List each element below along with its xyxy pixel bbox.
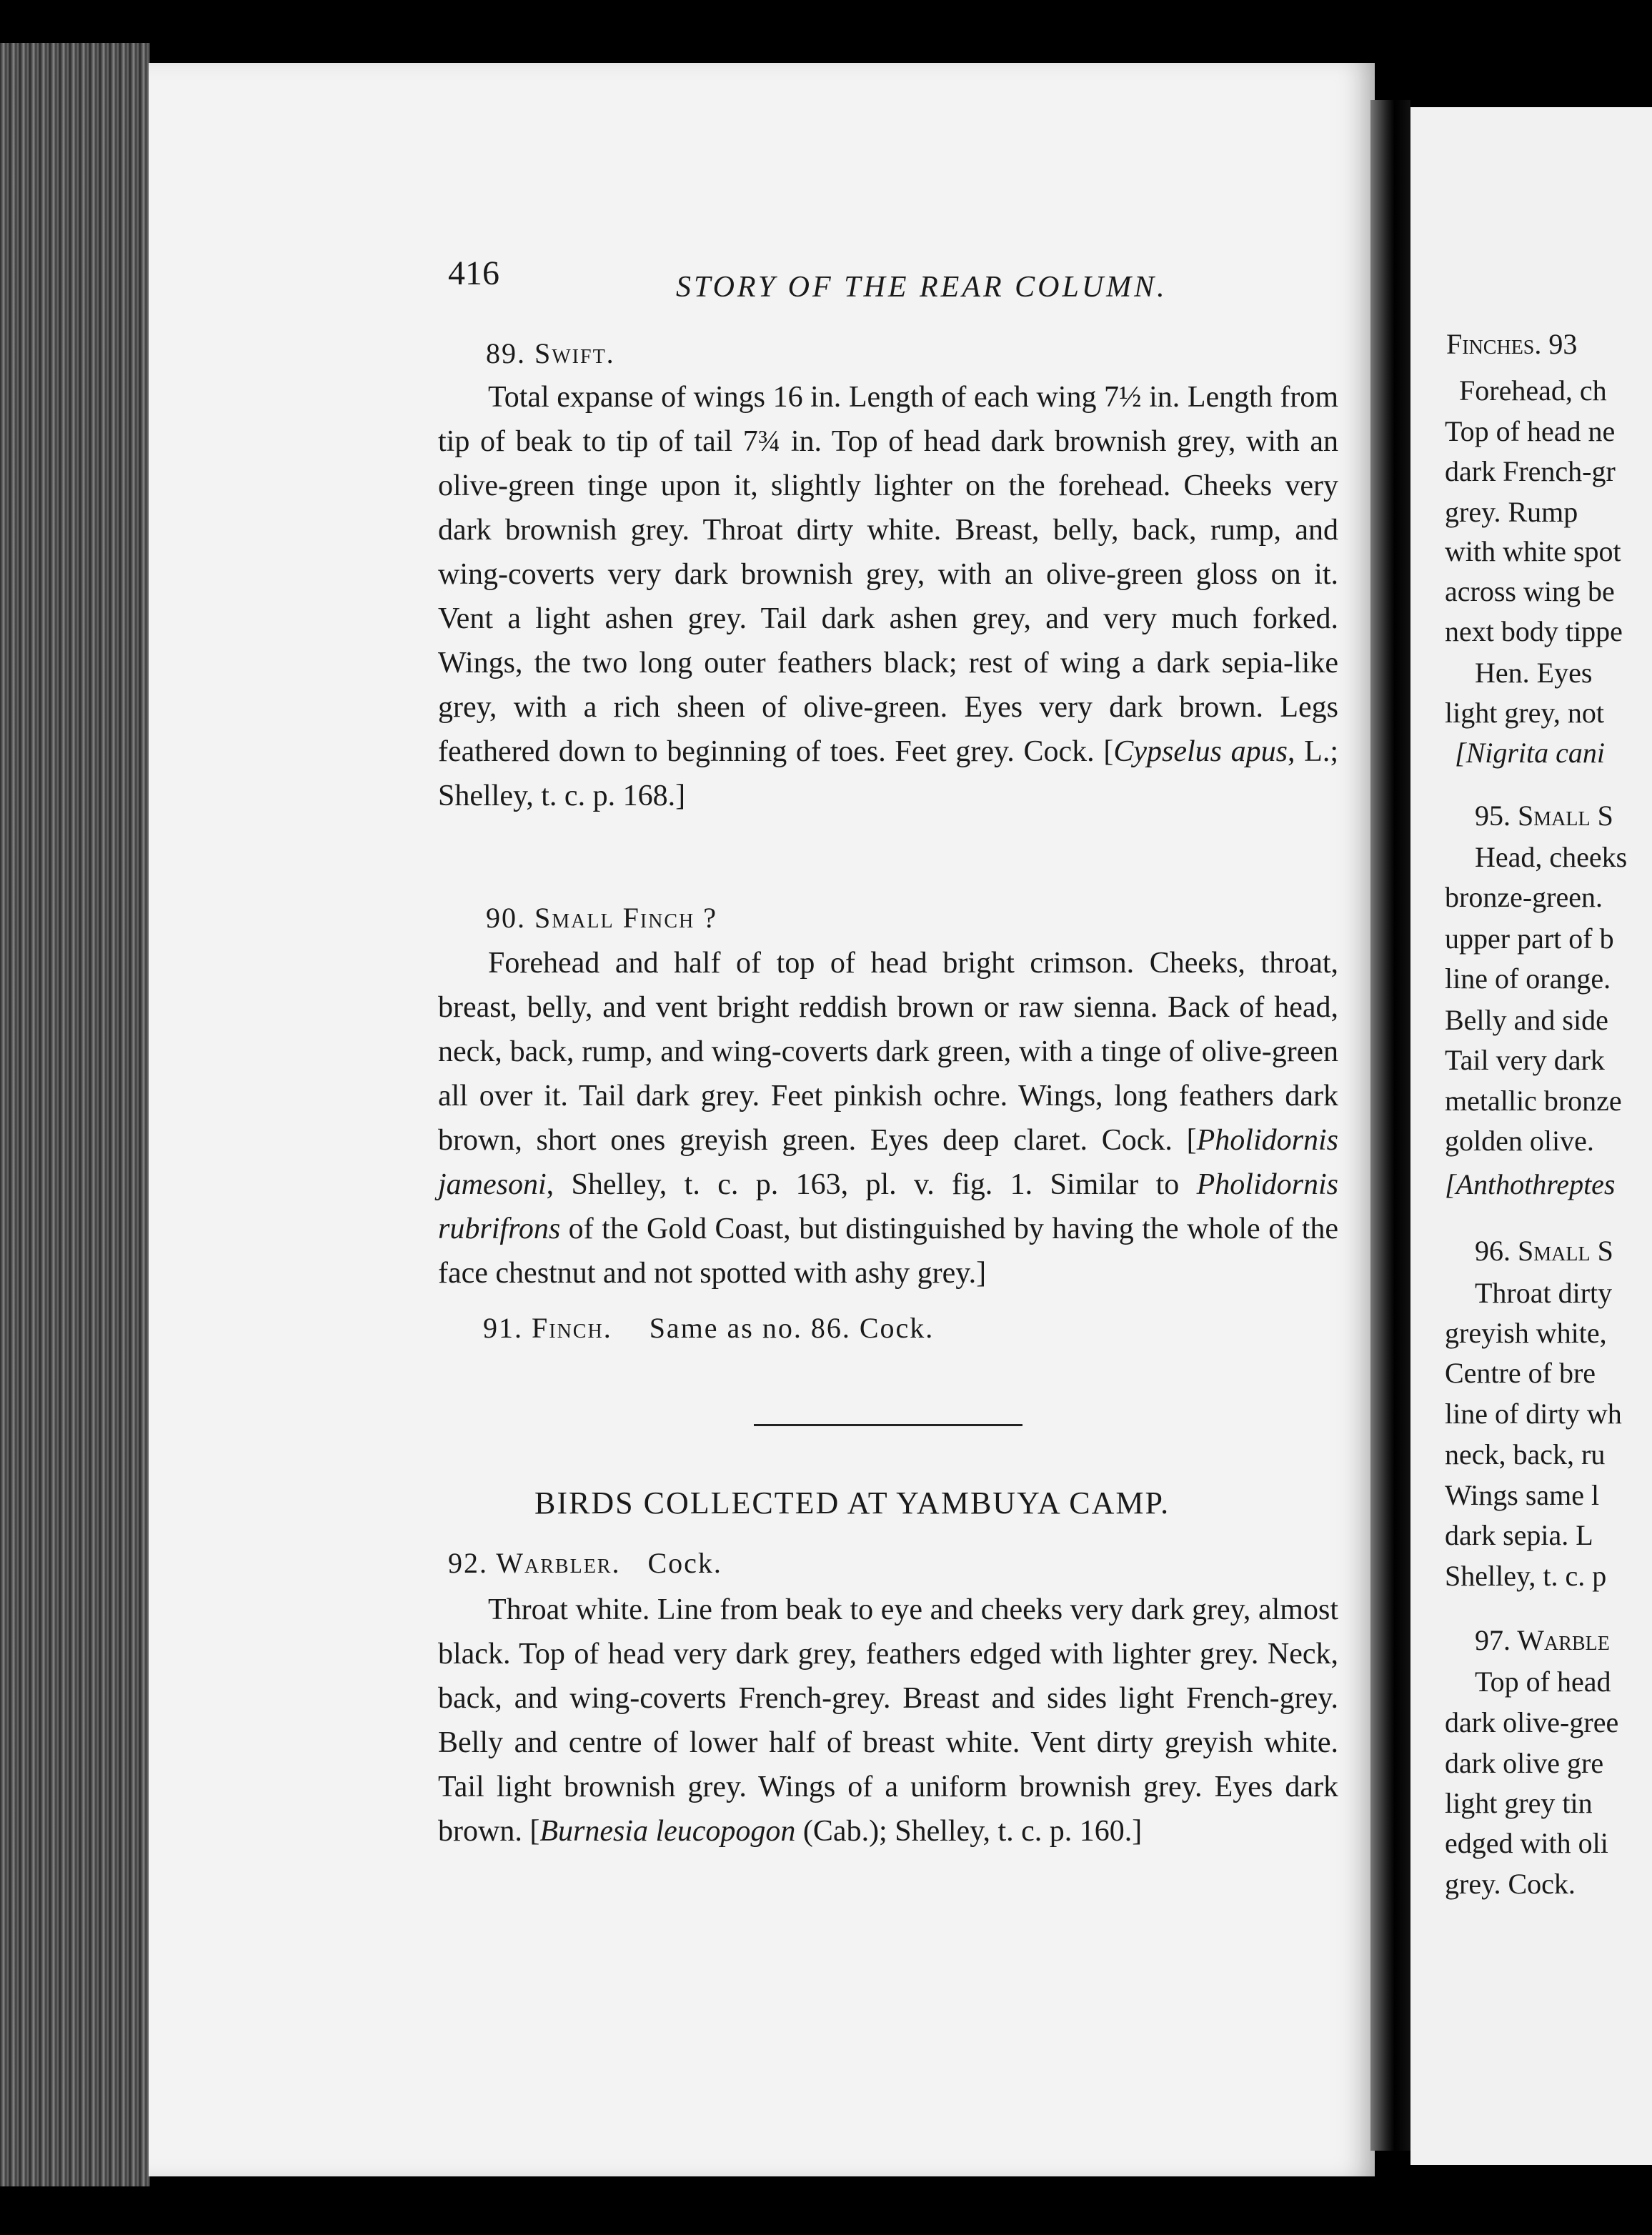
right-page-line: dark sepia. L (1445, 1519, 1593, 1551)
right-page-line: grey. Rump (1445, 496, 1578, 528)
page-edges (0, 43, 150, 2186)
scientific-name: Cypselus apus (1113, 735, 1288, 768)
right-page (1410, 107, 1652, 2165)
right-page-line: Head, cheeks (1475, 841, 1628, 873)
running-title: STORY OF THE REAR COLUMN. (676, 271, 1168, 304)
right-page-line: Centre of bre (1445, 1357, 1596, 1389)
entry-heading: 92. Warbler. (448, 1547, 621, 1579)
right-page-line: grey. Cock. (1445, 1868, 1576, 1900)
book-gutter (1370, 100, 1410, 2151)
entry-91 (483, 1310, 934, 1346)
scientific-name: Burnesia leucopogon (539, 1815, 796, 1848)
entry-92-heading (448, 1545, 722, 1581)
right-page-line: with white spot (1445, 535, 1621, 567)
entry-heading-suffix: Cock. (647, 1547, 722, 1579)
entry-body: Total expanse of wings 16 in. Length of each wing 7½ in. Length from tip of beak to tip of tail 7¾ in. Top of head dark brownish grey, with an olive-green tinge upon it, slightly lighter on the forehead. Cheeks very dark brownish grey. Throat dirty white. Breast, belly, back, rump, and wing-coverts very dark brownish grey, with an olive-green gloss on it. Vent a light ashen grey. Tail dark ashen grey, and very much forked. Wings, the two long outer feathers black; rest of wing a dark sepia-like grey, with a rich sheen of olive-green. Eyes very dark brown. Legs feathered down to beginning of toes. Feet grey. Cock. [Cypselus apus, L.; Shelley, t. c. p. 168.] (438, 381, 1339, 812)
right-page-line: line of dirty wh (1445, 1398, 1622, 1430)
right-page-line: upper part of b (1445, 922, 1614, 955)
right-page-line: next body tippe (1445, 615, 1623, 647)
entry-heading: 91. Finch. (483, 1312, 612, 1344)
section-title: BIRDS COLLECTED AT YAMBUYA CAMP. (534, 1485, 1170, 1520)
right-page-line: Top of head (1475, 1666, 1611, 1698)
right-page-line: Forehead, ch (1459, 374, 1607, 407)
right-page-line: dark French-gr (1445, 455, 1616, 487)
entry-body: Throat white. Line from beak to eye and cheeks very dark grey, almost black. Top of head very dark grey, feathers edged with lighter grey. Neck, back, and wing-coverts French-grey. Breast and sides light French-grey. Belly and centre of lower half of breast white. Vent dirty greyish white. Tail light brownish grey. Wings of a uniform brownish grey. Eyes dark brown. [Burnesia leucopogon (Cab.); Shelley, t. c. p. 160.] (438, 1593, 1338, 1848)
entry-heading: 89. Swift. (486, 337, 615, 369)
right-page-line: Hen. Eyes (1475, 657, 1593, 689)
right-page-line: across wing be (1445, 575, 1615, 607)
right-page-line: dark olive gre (1445, 1747, 1604, 1779)
right-page-line: dark olive-gree (1445, 1706, 1619, 1738)
scientific-name: Pholidornis rubrifrons (438, 1168, 1338, 1245)
right-page-line: Belly and side (1445, 1004, 1608, 1036)
right-page-line: Wings same l (1445, 1479, 1600, 1511)
right-page-line: neck, back, ru (1445, 1438, 1606, 1470)
right-page-line: [Anthothreptes (1445, 1168, 1616, 1200)
right-page-line: edged with oli (1445, 1827, 1608, 1859)
right-page-line: [Nigrita cani (1455, 737, 1606, 769)
scientific-name: Pholidornis jamesoni (438, 1124, 1338, 1201)
entry-heading: 90. Small Finch ? (486, 902, 718, 934)
right-page-line: Tail very dark (1445, 1044, 1605, 1076)
right-page-line: Finches. 93 (1446, 328, 1578, 360)
right-page-line: metallic bronze (1445, 1085, 1622, 1117)
right-page-line: Top of head ne (1445, 415, 1616, 447)
right-page-line: bronze-green. (1445, 881, 1603, 913)
right-page-line: 97. Warble (1475, 1624, 1610, 1656)
right-page-line: 95. Small S (1475, 800, 1613, 832)
right-page-line: greyish white, (1445, 1317, 1607, 1349)
right-page-line: 96. Small S (1475, 1235, 1613, 1267)
page-number: 416 (448, 254, 499, 292)
right-page-line: Throat dirty (1475, 1277, 1613, 1309)
right-page-line: golden olive. (1445, 1125, 1594, 1157)
right-page-line: light grey tin (1445, 1787, 1593, 1819)
right-page-line: line of orange. (1445, 962, 1611, 995)
entry-body: Same as no. 86. Cock. (649, 1312, 935, 1344)
right-page-line: Shelley, t. c. p (1445, 1560, 1607, 1592)
entry-body: Forehead and half of top of head bright crimson. Cheeks, throat, breast, belly, and vent bright reddish brown or raw sienna. Back of head, neck, back, rump, and wing-coverts dark green, with a tinge of olive-green all over it. Tail dark grey. Feet pinkish ochre. Wings, long feathers dark brown, short ones greyish green. Eyes deep claret. Cock. [Pholidornis jamesoni, Shelley, t. c. p. 163, pl. v. fig. 1. Similar to Pholidornis rubrifrons of the Gold Coast, but distinguished by having the whole of the face chestnut and not spotted with ashy grey.] (438, 947, 1338, 1290)
right-page-line: light grey, not (1445, 697, 1604, 729)
section-divider (754, 1424, 1022, 1426)
